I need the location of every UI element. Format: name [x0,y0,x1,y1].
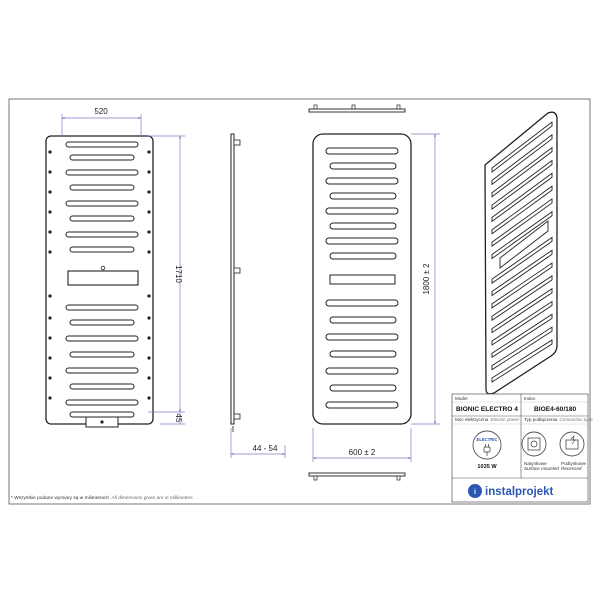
front-mount-dot [48,396,51,399]
front-mount-dot [147,396,150,399]
model-value: BIONIC ELECTRO 4 [456,406,518,413]
front-slot [66,142,138,147]
recessed-label: Podtynkowe [561,461,587,466]
front-mount-dot [48,190,51,193]
power-label: Moc elektryczna Electric power [455,417,520,422]
model-label: Model [455,396,468,401]
back-display-panel [330,275,395,284]
index-label: Index [524,396,536,401]
front-slot [66,232,138,237]
front-slot [66,400,138,405]
front-view [46,136,153,427]
front-slot [70,384,134,389]
back-slot [326,300,398,306]
front-mount-dot [147,336,150,339]
front-mount-dot [147,150,150,153]
dim-height-front: 1710 [174,265,183,283]
front-mount-dot [48,250,51,253]
back-slot [326,402,398,408]
index-value: BIOE4-60/180 [534,406,577,413]
svg-text:i: i [474,489,476,496]
front-mount-dot [147,250,150,253]
surface-label-en: Surface mounted [524,466,559,471]
front-mount-dot [147,170,150,173]
front-slot [66,170,138,175]
back-slot [330,193,396,199]
front-mount-dot [147,376,150,379]
front-slot [70,412,134,417]
side-view [231,134,240,432]
front-mount-dot [48,336,51,339]
front-display-panel [68,271,138,285]
back-slot [330,253,396,259]
electric-badge-text: ELECTRIC [476,437,498,442]
front-slot [70,185,134,190]
front-slot [70,216,134,221]
front-mount-dot [48,294,51,297]
dim-bottom-offset: 45 [174,413,183,423]
surface-mount-icon [522,432,546,456]
back-slot [330,351,396,357]
side-dimensions [231,428,285,458]
back-slot [330,385,396,391]
back-slot [326,368,398,374]
power-value: 1035 W [477,464,497,470]
perspective-view [485,112,557,394]
recessed-mount-icon [560,432,584,456]
front-mount-dot [48,170,51,173]
back-slot [330,223,396,229]
front-mount-dot [147,210,150,213]
front-mount-dot [147,230,150,233]
front-mount-dot [48,150,51,153]
dim-depth: 44 - 54 [252,444,278,453]
brand-logo-icon [468,484,482,498]
front-mount-dot [48,210,51,213]
dim-width-front: 520 [94,107,108,116]
front-mount-dot [48,230,51,233]
front-slot [66,201,138,206]
dim-width-back: 600 ± 2 [348,448,376,457]
front-slot [70,247,134,252]
front-mount-dot [147,294,150,297]
front-slot [66,368,138,373]
front-mount-dot [48,316,51,319]
front-slot [70,155,134,160]
surface-label: Natynkowe [524,461,547,466]
back-slot [326,208,398,214]
dim-height-back: 1800 ± 2 [422,263,431,295]
front-indicator-dot [101,266,105,270]
back-slot [326,238,398,244]
back-slot [330,317,396,323]
footnote: * Wszystkie podane wymiary są w milimetrach All dimensions given are in millimeters [11,496,193,501]
connection-label: Typ podłączenia Connection type [524,417,593,422]
front-slot [66,305,138,310]
back-view [309,105,411,480]
back-slot [326,148,398,154]
front-slot [70,352,134,357]
front-mount-dot [48,376,51,379]
front-mount-dot [147,190,150,193]
front-mount-dot [147,316,150,319]
recessed-label-en: Recessed [561,466,582,471]
front-slot [70,320,134,325]
front-bracket-screw [100,420,103,423]
front-slot [66,336,138,341]
back-slot [326,178,398,184]
front-mount-dot [147,356,150,359]
front-mount-dot [48,356,51,359]
back-slot [330,163,396,169]
back-slot [326,334,398,340]
plug-icon [473,431,501,459]
brand-name: instalprojekt [485,486,554,498]
